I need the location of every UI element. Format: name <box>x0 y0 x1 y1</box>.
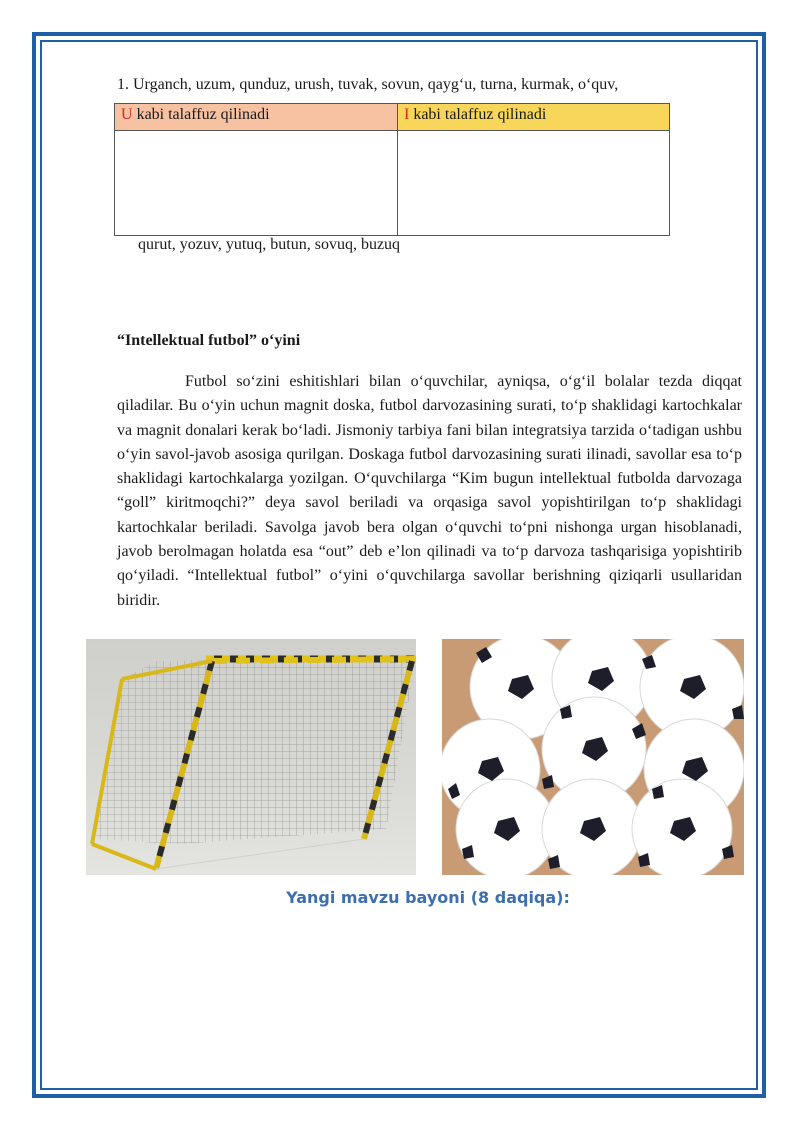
new-topic-heading: Yangi mavzu bayoni (8 daqiqa): <box>286 888 570 907</box>
football-cards-photo <box>442 639 744 875</box>
football-goal-photo <box>86 639 416 875</box>
column-header-i <box>398 104 670 131</box>
pronunciation-table <box>114 103 670 236</box>
football-goal-illustration <box>86 639 416 875</box>
column-header-u <box>115 104 398 131</box>
answer-cell-i[interactable] <box>398 131 670 236</box>
task-words-line2: qurut, yozuv, yutuq, butun, sovuq, buzuq <box>138 236 401 253</box>
game-description-text: Futbol so‘zini eshitishlari bilan o‘quvchilar, ayniqsa, o‘g‘il bolalar tezda diqqat qiladilar. Bu o‘yin uchun magnit doska, futbol darvozasining surati, to‘p shaklidagi kartochkalar va magnit donalari kerak bo‘ladi. Jismoniy tarbiya fani bilan integratsiya tarzida o‘tadigan ushbu o‘yin savol-javob asosiga qurilgan. Doskaga futbol darvozasining surati ilinadi, savollar esa to‘p shaklidagi kartochkalarga yozilgan. O‘quvchilarga “Kim bugun intellektual futbolda darvozaga “goll” kiritmoqchi?” deya savol beriladi va orqasiga savol yopishtirilgan to‘p shaklidagi kartochkalar beriladi. Savolga javob bera olgan o‘quvchi to‘pni nishonga urgan hisoblanadi, javob berolmagan holatda esa “out” deb e’lon qilinadi va to‘p darvoza tashqarisiga yopishtirib qo‘yiladi. “Intellektual futbol” o‘yini o‘quvchilarga savollar berishning qiziqarli usullaridan biridir. <box>117 373 742 609</box>
football-cards-illustration <box>442 639 744 875</box>
letter-i: I <box>404 106 410 123</box>
column-header-i-text: kabi talaffuz qilinadi <box>409 106 547 123</box>
letter-u: U <box>121 106 133 123</box>
task-words-line1: 1. Urganch, uzum, qunduz, urush, tuvak, sovun, qayg‘u, turna, kurmak, o‘quv, <box>117 76 619 93</box>
section-title: “Intellektual futbol” o‘yini <box>117 332 301 349</box>
column-header-u-text: kabi talaffuz qilinadi <box>132 106 270 123</box>
game-description <box>117 370 742 613</box>
answer-cell-u[interactable] <box>115 131 398 236</box>
